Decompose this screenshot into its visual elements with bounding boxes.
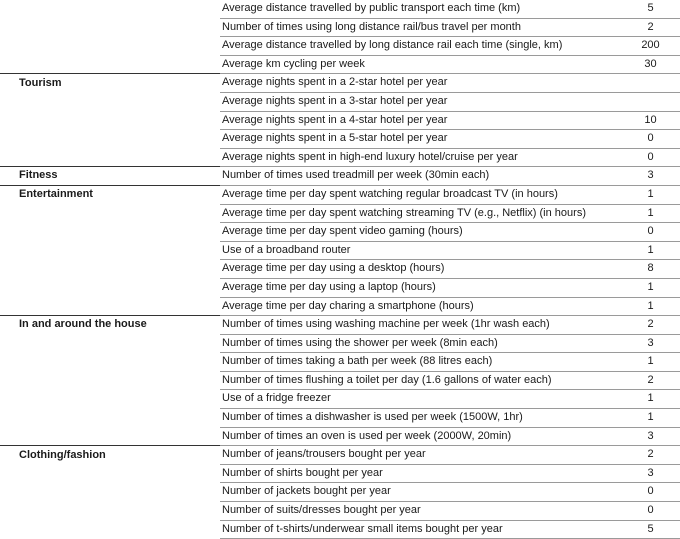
table-row (0, 167, 680, 186)
table-row (0, 520, 680, 539)
question-cell: Average nights spent in a 5-star hotel per year (220, 130, 618, 149)
question-cell: Average time per day charing a smartphone (hours) (220, 297, 618, 316)
value-cell: 0 (618, 130, 680, 149)
table-row (0, 148, 680, 167)
table-row (0, 18, 680, 37)
category-cell: Fitness (0, 167, 220, 186)
category-cell (0, 130, 220, 149)
category-cell (0, 92, 220, 111)
category-cell (0, 390, 220, 409)
value-cell: 1 (618, 278, 680, 297)
question-cell: Number of times flushing a toilet per day (1.6 gallons of water each) (220, 371, 618, 390)
table-row (0, 446, 680, 465)
question-cell: Use of a fridge freezer (220, 390, 618, 409)
category-cell: Clothing/fashion (0, 446, 220, 465)
table-row (0, 0, 680, 18)
table-row (0, 297, 680, 316)
question-cell: Number of times using washing machine per week (1hr wash each) (220, 316, 618, 335)
value-cell: 1 (618, 409, 680, 428)
value-cell: 0 (618, 502, 680, 521)
value-cell: 10 (618, 111, 680, 130)
category-cell (0, 204, 220, 223)
value-cell: 200 (618, 37, 680, 56)
table-row (0, 390, 680, 409)
value-cell: 2 (618, 316, 680, 335)
value-cell: 5 (618, 0, 680, 18)
table-row (0, 55, 680, 74)
category-cell (0, 18, 220, 37)
table-row (0, 185, 680, 204)
table-row (0, 278, 680, 297)
question-cell: Average nights spent in a 3-star hotel per year (220, 92, 618, 111)
value-cell: 8 (618, 260, 680, 279)
category-cell (0, 0, 220, 18)
value-cell: 1 (618, 353, 680, 372)
category-cell (0, 148, 220, 167)
question-cell: Number of times taking a bath per week (88 litres each) (220, 353, 618, 372)
category-cell (0, 353, 220, 372)
value-cell: 1 (618, 241, 680, 260)
category-cell (0, 520, 220, 539)
question-cell: Number of times a dishwasher is used per week (1500W, 1hr) (220, 409, 618, 428)
table-row (0, 37, 680, 56)
table-row (0, 223, 680, 242)
table-row (0, 464, 680, 483)
question-cell: Average time per day spent watching regular broadcast TV (in hours) (220, 185, 618, 204)
category-cell (0, 502, 220, 521)
category-cell (0, 371, 220, 390)
value-cell: 2 (618, 371, 680, 390)
question-cell: Number of times using the shower per week (8min each) (220, 334, 618, 353)
value-cell (618, 74, 680, 93)
value-cell: 0 (618, 223, 680, 242)
value-cell (618, 92, 680, 111)
value-cell: 3 (618, 167, 680, 186)
value-cell: 0 (618, 148, 680, 167)
category-cell: Entertainment (0, 185, 220, 204)
value-cell: 5 (618, 520, 680, 539)
category-cell: In and around the house (0, 316, 220, 335)
category-cell (0, 260, 220, 279)
question-cell: Average distance travelled by public transport each time (km) (220, 0, 618, 18)
table-row (0, 204, 680, 223)
question-cell: Average time per day using a desktop (hours) (220, 260, 618, 279)
question-cell: Average distance travelled by long distance rail each time (single, km) (220, 37, 618, 56)
value-cell: 1 (618, 390, 680, 409)
table-row (0, 130, 680, 149)
table-row (0, 427, 680, 446)
category-cell: Tourism (0, 74, 220, 93)
category-cell (0, 241, 220, 260)
question-cell: Number of times used treadmill per week (30min each) (220, 167, 618, 186)
category-cell (0, 427, 220, 446)
question-cell: Number of suits/dresses bought per year (220, 502, 618, 521)
question-cell: Average nights spent in a 2-star hotel per year (220, 74, 618, 93)
table-row (0, 260, 680, 279)
value-cell: 3 (618, 427, 680, 446)
value-cell: 0 (618, 483, 680, 502)
table-row (0, 371, 680, 390)
question-cell: Number of t-shirts/underwear small items bought per year (220, 520, 618, 539)
value-cell: 3 (618, 464, 680, 483)
question-cell: Average km cycling per week (220, 55, 618, 74)
value-cell: 1 (618, 204, 680, 223)
value-cell: 3 (618, 334, 680, 353)
table-row (0, 334, 680, 353)
question-cell: Number of times using long distance rail/bus travel per month (220, 18, 618, 37)
question-cell: Average time per day spent watching streaming TV (e.g., Netflix) (in hours) (220, 204, 618, 223)
table-row (0, 316, 680, 335)
table-row (0, 483, 680, 502)
category-cell (0, 223, 220, 242)
category-cell (0, 278, 220, 297)
table-row (0, 409, 680, 428)
question-cell: Number of times an oven is used per week (2000W, 20min) (220, 427, 618, 446)
question-cell: Number of shirts bought per year (220, 464, 618, 483)
category-cell (0, 37, 220, 56)
value-cell: 1 (618, 185, 680, 204)
category-cell (0, 111, 220, 130)
question-cell: Average time per day spent video gaming (hours) (220, 223, 618, 242)
question-cell: Average time per day using a laptop (hours) (220, 278, 618, 297)
category-cell (0, 297, 220, 316)
value-cell: 2 (618, 18, 680, 37)
value-cell: 1 (618, 297, 680, 316)
question-cell: Average nights spent in high-end luxury hotel/cruise per year (220, 148, 618, 167)
category-cell (0, 55, 220, 74)
table-row (0, 241, 680, 260)
question-cell: Use of a broadband router (220, 241, 618, 260)
category-cell (0, 483, 220, 502)
value-cell: 30 (618, 55, 680, 74)
category-cell (0, 464, 220, 483)
value-cell: 2 (618, 446, 680, 465)
table-row (0, 353, 680, 372)
table-row (0, 92, 680, 111)
table-row (0, 74, 680, 93)
table-row (0, 502, 680, 521)
question-cell: Average nights spent in a 4-star hotel per year (220, 111, 618, 130)
question-cell: Number of jeans/trousers bought per year (220, 446, 618, 465)
table-row (0, 111, 680, 130)
category-cell (0, 409, 220, 428)
question-cell: Number of jackets bought per year (220, 483, 618, 502)
category-cell (0, 334, 220, 353)
